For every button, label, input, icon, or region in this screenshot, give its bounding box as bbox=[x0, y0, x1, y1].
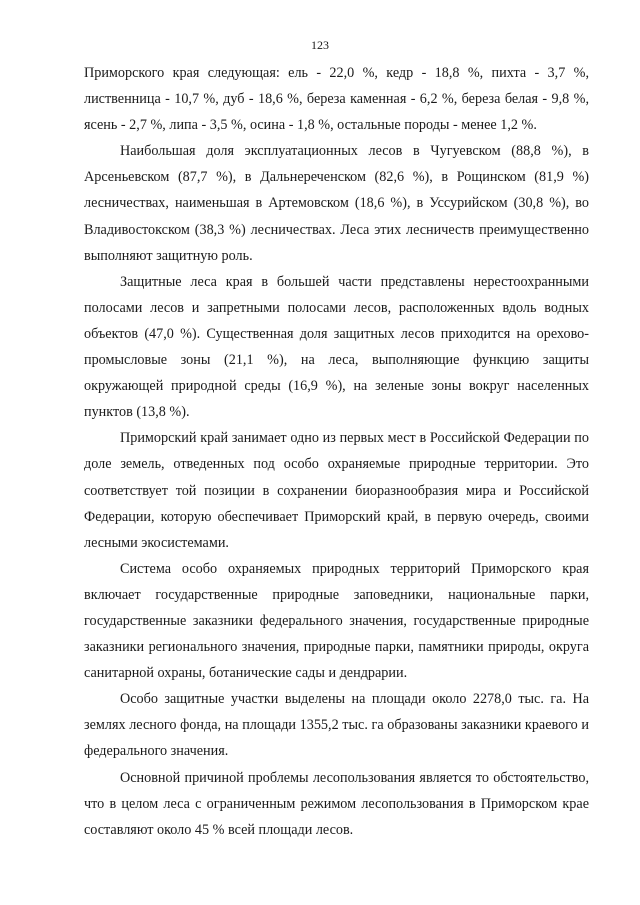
document-body bbox=[84, 60, 589, 843]
page-number: 123 bbox=[311, 38, 329, 52]
paragraph-main-problem: Основной причиной проблемы лесопользования является то обстоятельство, что в целом леса с ограниченным режимом лесопользования в Приморском крае составляют около 45 % всей площади лесов. bbox=[84, 769, 589, 838]
paragraph-protected-territories: Приморский край занимает одно из первых мест в Российской Федерации по доле земель, отведенных под особо охраняемые природные территории. Это соответствует той позиции в сохранении биоразнообразия мира и Российской Федерации, которую обеспечивает Приморский край, в первую очередь, своими лесными экосистемами. bbox=[84, 430, 589, 551]
paragraph-protected-areas-system: Система особо охраняемых природных территорий Приморского края включает государственные природные заповедники, национальные парки, государственные заказники федерального значения, государственные природные заказники регионального значения, природные парки, памятники природы, округа санитарной охраны, ботанические сады и дендрарии. bbox=[84, 560, 589, 682]
paragraph-species-composition: Приморского края следующая: ель - 22,0 %, кедр - 18,8 %, пихта - 3,7 %, лиственница - 10,7 %, дуб - 18,6 %, береза каменная - 6,2 %, береза белая - 9,8 %, ясень - 2,7 %, липа - 3,5 %, осина - 1,8 %, остальные породы - менее 1,2 %. bbox=[84, 65, 589, 134]
paragraph-special-protective-plots: Особо защитные участки выделены на площади около 2278,0 тыс. га. На землях лесного фонда, на площади 1355,2 тыс. га образованы заказники краевого и федерального значения. bbox=[84, 691, 589, 760]
paragraph-exploitation-forests: Наибольшая доля эксплуатационных лесов в Чугуевском (88,8 %), в Арсеньевском (87,7 %), в Дальнереченском (82,6 %), в Рощинском (81,9 %) лесничествах, наименьшая в Артемовском (18,6 %), в Уссурийском (30,8 %), во Владивостокском (38,3 %) лесничествах. Леса этих лесничеств преимущественно выполняют защитную роль. bbox=[84, 143, 589, 264]
paragraph-protective-forests: Защитные леса края в большей части представлены нерестоохранными полосами лесов и запретными полосами лесов, расположенных вдоль водных объектов (47,0 %). Существенная доля защитных лесов приходится на орехово-промысловые зоны (21,1 %), на леса, выполняющие функцию защиты окружающей природной среды (16,9 %), на зеленые зоны вокруг населенных пунктов (13,8 %). bbox=[84, 273, 589, 421]
